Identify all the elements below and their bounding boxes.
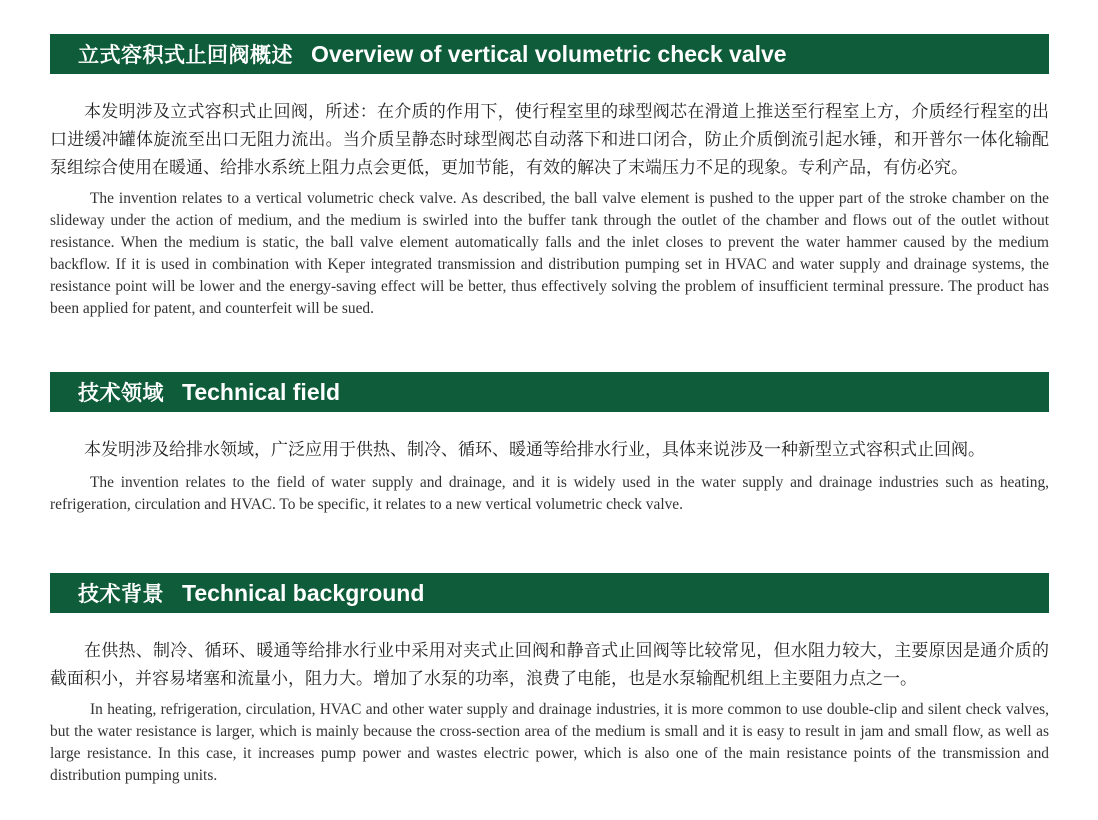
section-heading-overview [50, 34, 1049, 74]
section-technical-background [50, 573, 1049, 787]
section-heading-technical-field [50, 372, 1049, 412]
paragraph-en: The invention relates to the field of water supply and drainage, and it is widely used in the water supply and drainage industries such as heating, refrigeration, circulation and HVAC. To be specific, it relates to a new vertical volumetric check valve. [50, 474, 1049, 513]
heading-cn: 技术背景 [78, 582, 164, 606]
section-heading-technical-background [50, 573, 1049, 613]
heading-cn: 技术领域 [78, 381, 164, 405]
paragraph-en: In heating, refrigeration, circulation, HVAC and other water supply and drainage industries, it is more common to use double-clip and silent check valves, but the water resistance is larger, which is mainly because the cross-section area of the medium is small and it is easy to result in jam and small flow, as well as large resistance. In this case, it increases pump power and wastes electric power, which is also one of the main resistance points of the transmission and distribution pumping units. [50, 701, 1049, 784]
paragraph-cn: 在供热、制冷、循环、暖通等给排水行业中采用对夹式止回阀和静音式止回阀等比较常见，但水阻力较大，主要原因是通介质的截面积小，并容易堵塞和流量小，阻力大。增加了水泵的功率，浪费了电能，也是水泵输配机组上主要阻力点之一。 [50, 641, 1049, 689]
paragraph-en: The invention relates to a vertical volumetric check valve. As described, the ball valve element is pushed to the upper part of the stroke chamber on the slideway under the action of medium, and the medium is swirled into the buffer tank through the outlet of the chamber and flows out of the outlet without resistance. When the medium is static, the ball valve element automatically falls and the inlet closes to prevent the water hammer caused by the medium backflow. If it is used in combination with Keper integrated transmission and distribution pumping set in HVAC and water supply and drainage systems, the resistance point will be lower and the energy-saving effect will be better, thus effectively solving the problem of insufficient terminal pressure. The product has been applied for patent, and counterfeit will be sued. [50, 190, 1049, 317]
heading-en: Overview of vertical volumetric check valve [311, 40, 787, 67]
paragraph-cn: 本发明涉及给排水领域，广泛应用于供热、制冷、循环、暖通等给排水行业，具体来说涉及一种新型立式容积式止回阀。 [84, 440, 985, 460]
section-overview [50, 34, 1049, 320]
heading-en: Technical field [182, 378, 341, 405]
heading-cn: 立式容积式止回阀概述 [78, 43, 293, 67]
section-technical-field [50, 372, 1049, 516]
paragraph-cn: 本发明涉及立式容积式止回阀，所述：在介质的作用下，使行程室里的球型阀芯在滑道上推送至行程室上方，介质经行程室的出口进缓冲罐体旋流至出口无阻力流出。当介质呈静态时球型阀芯自动落下和进口闭合，防止介质倒流引起水锤，和开普尔一体化输配泵组综合使用在暖通、给排水系统上阻力点会更低，更加节能，有效的解决了末端压力不足的现象。专利产品，有仿必究。 [50, 102, 1049, 178]
heading-en: Technical background [182, 579, 425, 606]
